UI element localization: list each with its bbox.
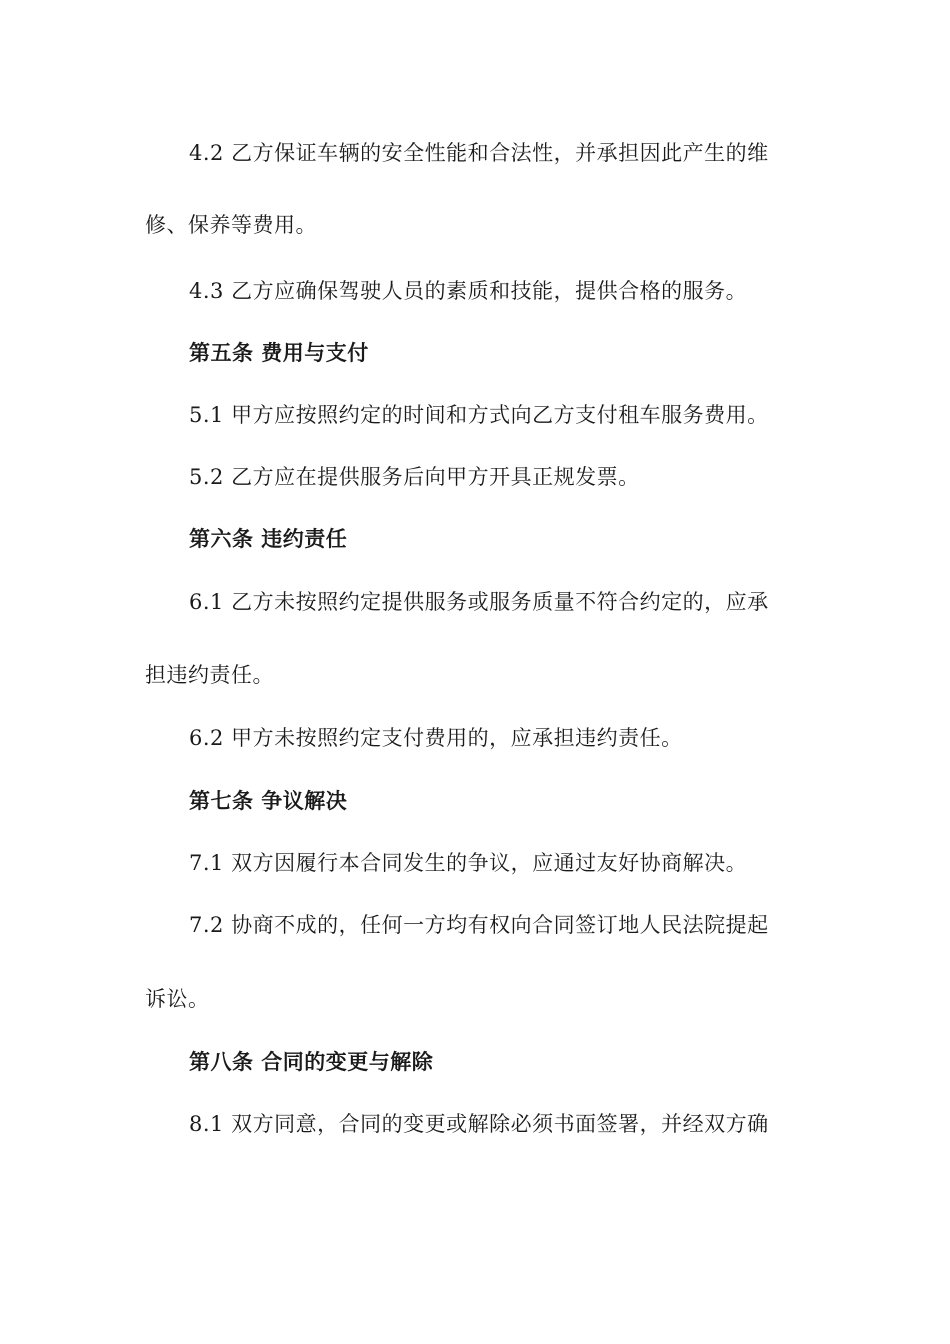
section-heading-5: 第五条 费用与支付 [189,341,369,365]
clause-6-1-line-2: 担违约责任。 [145,663,274,687]
clause-6-1-line-1: 6.1 乙方未按照约定提供服务或服务质量不符合约定的，应承 [189,590,769,614]
clause-5-1: 5.1 甲方应按照约定的时间和方式向乙方支付租车服务费用。 [189,403,769,427]
section-heading-6: 第六条 违约责任 [189,527,348,551]
clause-4-3: 4.3 乙方应确保驾驶人员的素质和技能，提供合格的服务。 [189,279,748,303]
section-heading-7: 第七条 争议解决 [189,789,348,813]
clause-7-2-line-1: 7.2 协商不成的，任何一方均有权向合同签订地人民法院提起 [189,913,769,937]
clause-7-1: 7.1 双方因履行本合同发生的争议，应通过友好协商解决。 [189,851,748,875]
clause-8-1-line-1: 8.1 双方同意，合同的变更或解除必须书面签署，并经双方确 [189,1112,769,1136]
clause-6-2: 6.2 甲方未按照约定支付费用的，应承担违约责任。 [189,726,683,750]
section-heading-8: 第八条 合同的变更与解除 [189,1050,434,1074]
clause-5-2: 5.2 乙方应在提供服务后向甲方开具正规发票。 [189,465,640,489]
clause-4-2-line-2: 修、保养等费用。 [145,213,317,237]
clause-4-2-line-1: 4.2 乙方保证车辆的安全性能和合法性，并承担因此产生的维 [189,141,769,165]
clause-7-2-line-2: 诉讼。 [145,987,210,1011]
